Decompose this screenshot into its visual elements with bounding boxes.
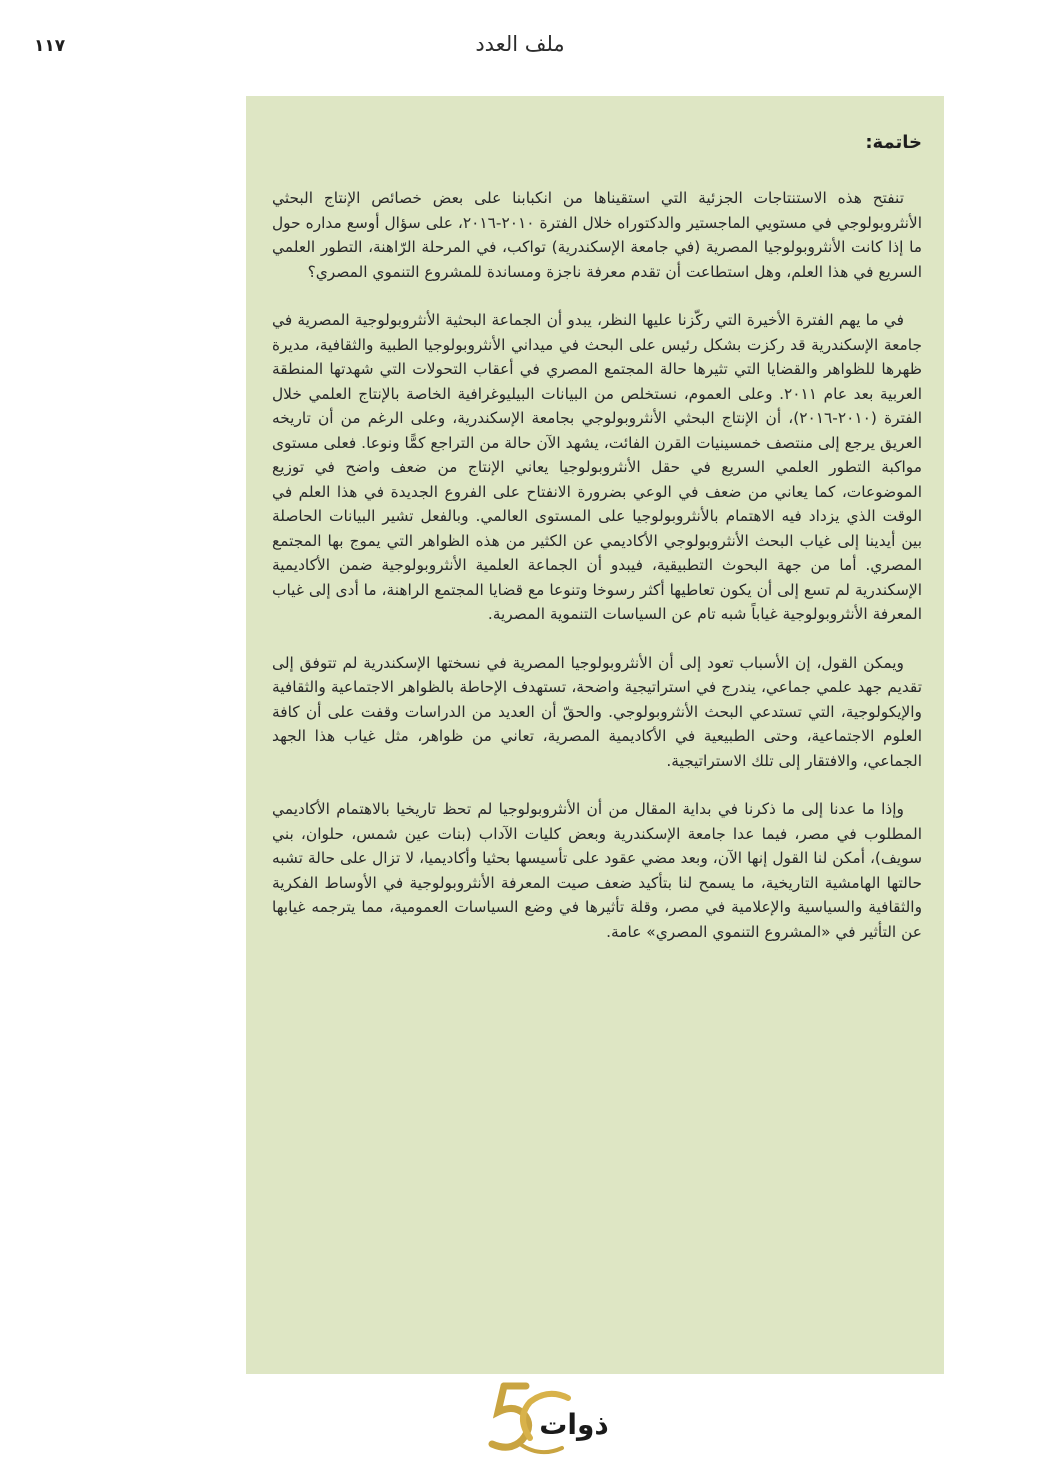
fifty-anniversary-logo-icon [470, 1378, 610, 1458]
paragraph-3: ويمكن القول، إن الأسباب تعود إلى أن الأنثروبولوجيا المصرية في نسختها الإسكندرية لم تتوفق إلى تقديم جهد علمي جماعي، يندرج في استراتيجية واضحة، تستهدف الإحاطة بالظواهر الاجتماعية والثقافية والإيكولوجية، التي تستدعي البحث الأنثروبولوجي. والحقّ أن العديد من الدراسات وقفت على أن كافة العلوم الاجتماعية، وحتى الطبيعية في الأكاديمية المصرية، تعاني من ظواهر، مثل غياب هذا الجهد الجماعي، والافتقار إلى تلك الاستراتيجية. [272, 653, 922, 770]
conclusion-heading: خاتمة: [865, 132, 922, 153]
paragraph-2: في ما يهم الفترة الأخيرة التي ركّزنا عليها النظر، يبدو أن الجماعة البحثية الأنثروبولوجية المصرية في جامعة الإسكندرية قد ركزت بشكل رئيس على البحث في ميداني الأنثروبولوجيا الطبية والثقافية، مديرة ظهرها للظواهر والقضايا التي تثيرها حالة المجتمع المصري في أعقاب التحولات التي شهدتها المنطقة العربية بعد عام ٢٠١١. وعلى العموم، نستخلص من البيانات البيليوغرافية الخاصة بالإنتاج العلمي خلال الفترة (٢٠١٠-٢٠١٦)، أن الإنتاج البحثي الأنثروبولوجي بجامعة الإسكندرية، وعلى الرغم من أن تاريخه العريق يرجع إلى منتصف خمسينيات القرن الفائت، يشهد الآن حالة من التراجع كمًّا ونوعا. فعلى مستوى مواكبة التطور العلمي السريع في حقل الأنثروبولوجيا يعاني الإنتاج من ضعف واضح في توزيع الموضوعات، كما يعاني من ضعف في الوعي بضرورة الانفتاح على الفروع الجديدة في هذا العلم في الوقت الذي يزداد فيه الاهتمام بالأنثروبولوجيا على المستوى العالمي. وبالفعل تشير البيانات الحاصلة بين أيدينا إلى غياب البحث الأنثروبولوجي الأكاديمي عن الكثير من هذه الظواهر التي يموج بها المجتمع المصري. أما من جهة البحوث التطبيقية، فيبدو أن الجماعة العلمية الأنثروبولوجية ضمن الأكاديمية الإسكندرية لم تسع إلى أن يكون تعاطيها أكثر رسوخا وتنوعا مع قضايا المجتمع الراهنة، ما أدى إلى غياب المعرفة الأنثروبولوجية غياباً شبه تام عن السياسات التنموية المصرية. [272, 311, 922, 623]
publication-logo [470, 1378, 610, 1458]
section-title: ملف العدد [475, 32, 565, 56]
paragraph-1: تنفتح هذه الاستنتاجات الجزئية التي استقيناها من انكبابنا على بعض خصائص الإنتاج البحثي الأنثروبولوجي في مستويي الماجستير والدكتوراه خلال الفترة ٢٠١٠-٢٠١٦، على سؤال أوسع مداره حول ما إذا كانت الأنثروبولوجيا المصرية (في جامعة الإسكندرية) تواكب، في المرحلة الرّاهنة، التطور العلمي السريع في هذا العلم، وهل استطاعت أن تقدم معرفة ناجزة ومساندة للمشروع التنموي المصري؟ [272, 189, 922, 281]
page-number: ١١٧ [34, 36, 66, 56]
paragraph-4: وإذا ما عدنا إلى ما ذكرنا في بداية المقال من أن الأنثروبولوجيا لم تحظ تاريخيا بالاهتمام الأكاديمي المطلوب في مصر، فيما عدا جامعة الإسكندرية وبعض كليات الآداب (بنات عين شمس، حلوان، بني سويف)، أمكن لنا القول إنها الآن، وبعد مضي عقود على تأسيسها بحثيا وأكاديميا، لا تزال على حالة تشبه حالتها الهامشية التاريخية، ما يسمح لنا بتأكيد ضعف صيت المعرفة الأنثروبولوجية في الأوساط الفكرية والثقافية والسياسية والإعلامية في مصر، وقلة تأثيرها في وضع السياسات العمومية، مما يترجمه غيابها عن التأثير في «المشروع التنموي المصري» عامة. [272, 800, 922, 941]
article-content [272, 130, 922, 968]
logo-wordmark: ذوات [539, 1408, 609, 1441]
